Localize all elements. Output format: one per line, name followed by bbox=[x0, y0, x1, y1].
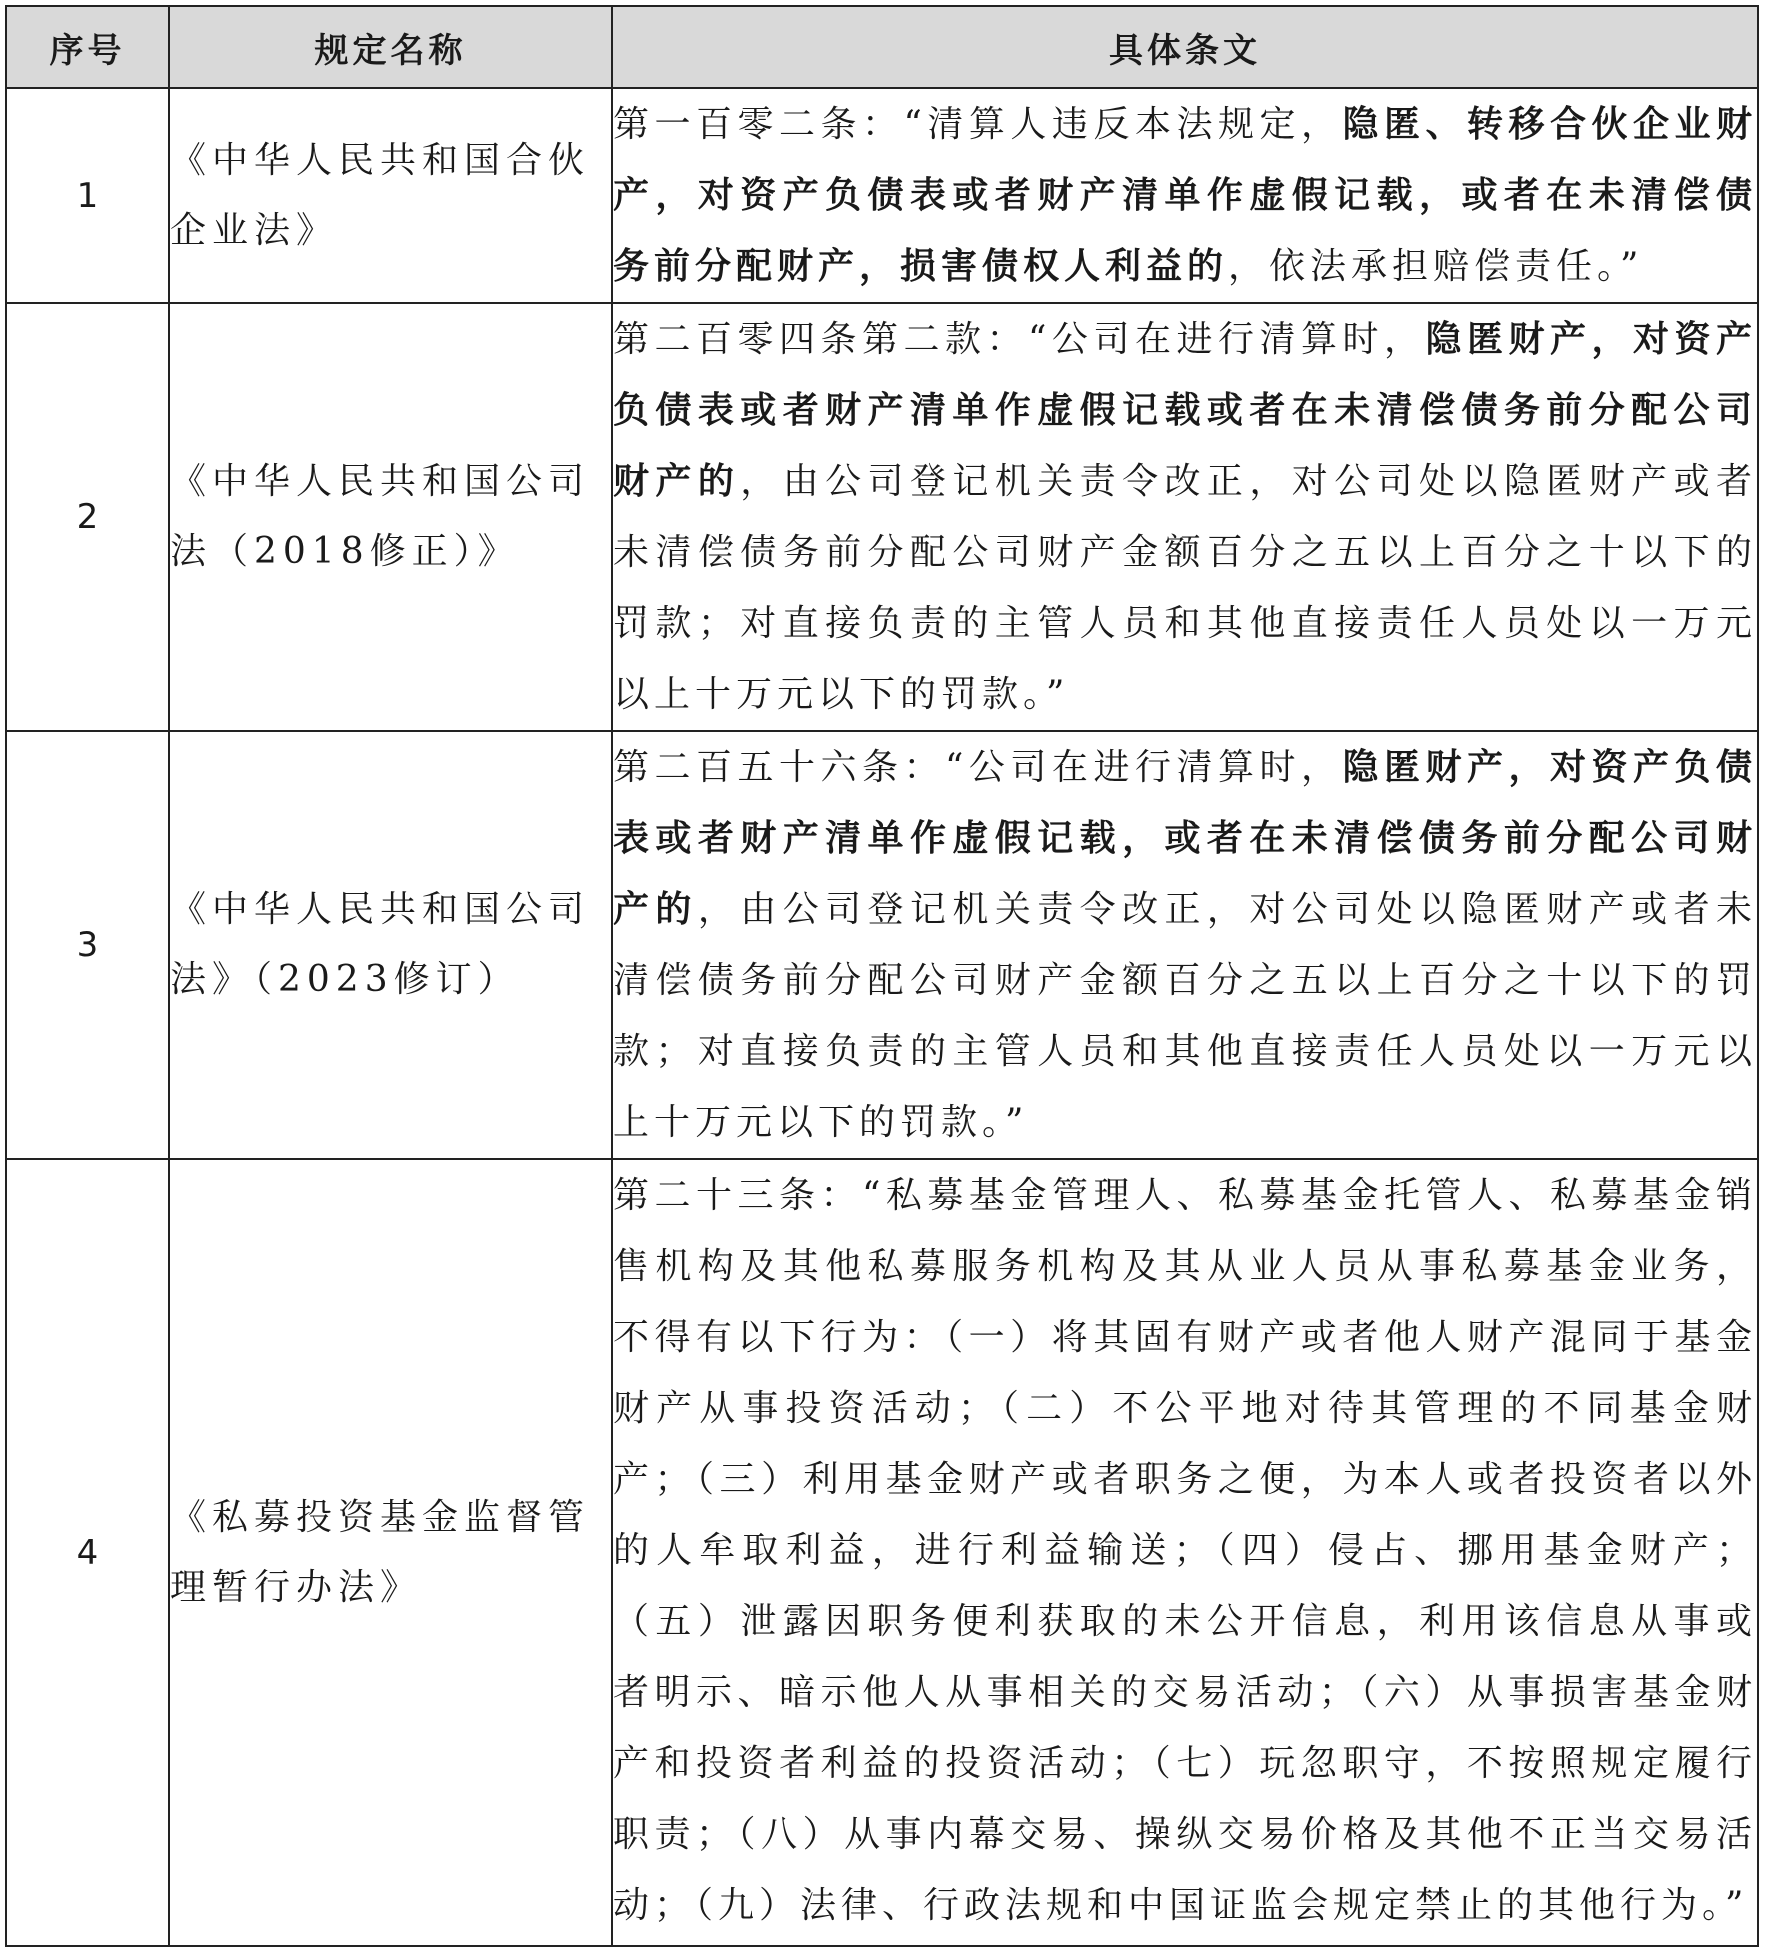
row-regulation-name: 《中华人民共和国公司法（2018修正）》 bbox=[169, 303, 612, 731]
regulations-table bbox=[5, 5, 1759, 1947]
row-regulation-name: 《私募投资基金监督管理暂行办法》 bbox=[169, 1159, 612, 1946]
table-header-row bbox=[6, 6, 1758, 88]
provision-text-segment: ，由公司登记机关责令改正，对公司处以隐匿财产或者未清偿债务前分配公司财产金额百分之五以上百分之十以下的罚款；对直接负责的主管人员和其他直接责任人员处以一万元以上十万元以下的罚款。” bbox=[613, 461, 1757, 715]
row-provision-text bbox=[612, 303, 1758, 731]
provision-text-bold-segment: 隐匿财产，对资产负债表或者财产清单作虚假记载或者在未清偿债务前分配公司财产的 bbox=[613, 319, 1757, 502]
header-specific-provision: 具体条文 bbox=[612, 6, 1758, 88]
row-serial-number: 4 bbox=[6, 1159, 169, 1946]
row-provision-text bbox=[612, 1159, 1758, 1946]
provision-text-bold-segment: 隐匿财产，对资产负债表或者财产清单作虚假记载，或者在未清偿债务前分配公司财产的 bbox=[613, 747, 1757, 930]
provision-text-segment: 第二百五十六条：“公司在进行清算时， bbox=[613, 747, 1343, 788]
provision-text-bold-segment: 隐匿、转移合伙企业财产，对资产负债表或者财产清单作虚假记载，或者在未清偿债务前分配财产，损害债权人利益的 bbox=[613, 104, 1757, 287]
table-row bbox=[6, 1159, 1758, 1946]
header-serial-number: 序号 bbox=[6, 6, 169, 88]
table-row bbox=[6, 88, 1758, 303]
row-regulation-name: 《中华人民共和国公司法》（2023修订） bbox=[169, 731, 612, 1159]
provision-text-segment: 第一百零二条：“清算人违反本法规定， bbox=[613, 104, 1343, 145]
row-regulation-name: 《中华人民共和国合伙企业法》 bbox=[169, 88, 612, 303]
row-serial-number: 3 bbox=[6, 731, 169, 1159]
provision-text-segment: ，由公司登记机关责令改正，对公司处以隐匿财产或者未清偿债务前分配公司财产金额百分之五以上百分之十以下的罚款；对直接负责的主管人员和其他直接责任人员处以一万元以上十万元以下的罚款。” bbox=[613, 889, 1757, 1143]
row-serial-number: 2 bbox=[6, 303, 169, 731]
provision-text-segment: 第二十三条：“私募基金管理人、私募基金托管人、私募基金销售机构及其他私募服务机构及其从业人员从事私募基金业务，不得有以下行为：（一）将其固有财产或者他人财产混同于基金财产从事投资活动；（二）不公平地对待其管理的不同基金财产；（三）利用基金财产或者职务之便，为本人或者投资者以外的人牟取利益，进行利益输送；（四）侵占、挪用基金财产；（五）泄露因职务便利获取的未公开信息，利用该信息从事或者明示、暗示他人从事相关的交易活动；（六）从事损害基金财产和投资者利益的投资活动；（七）玩忽职守，不按照规定履行职责；（八）从事内幕交易、操纵交易价格及其他不正当交易活动；（九）法律、行政法规和中国证监会规定禁止的其他行为。” bbox=[613, 1175, 1757, 1926]
provision-text-segment: ，依法承担赔偿责任。” bbox=[1228, 246, 1644, 287]
header-regulation-name: 规定名称 bbox=[169, 6, 612, 88]
table-row bbox=[6, 731, 1758, 1159]
row-serial-number: 1 bbox=[6, 88, 169, 303]
row-provision-text bbox=[612, 88, 1758, 303]
table-row bbox=[6, 303, 1758, 731]
provision-text-segment: 第二百零四条第二款：“公司在进行清算时， bbox=[613, 319, 1426, 360]
row-provision-text bbox=[612, 731, 1758, 1159]
